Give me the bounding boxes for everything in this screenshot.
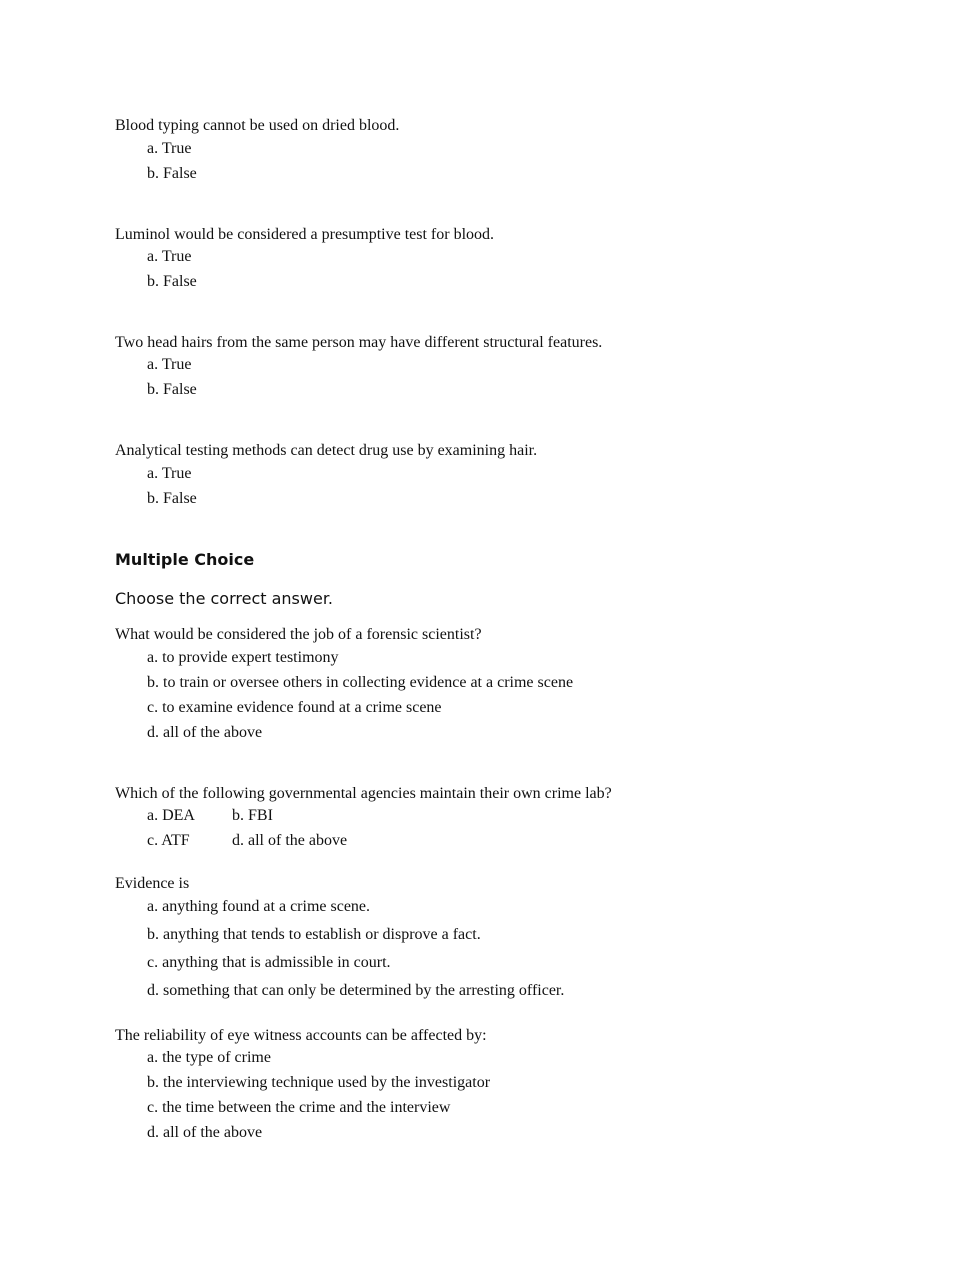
answer-option: d. all of the above — [147, 724, 263, 741]
answer-option: c. the time between the crime and the interview — [147, 1099, 451, 1116]
answer-option: a. True — [147, 356, 192, 373]
question-text: The reliability of eye witness accounts can be affected by: — [115, 1027, 487, 1044]
answer-option: b. False — [147, 490, 197, 507]
answer-option: d. all of the above — [147, 1124, 263, 1141]
answer-option: a. True — [147, 140, 192, 157]
answer-option: b. anything that tends to establish or disprove a fact. — [147, 926, 481, 943]
question-text: Which of the following governmental agencies maintain their own crime lab? — [115, 785, 612, 802]
answer-option: a. DEA — [147, 807, 195, 824]
question-text: Blood typing cannot be used on dried blood. — [115, 117, 400, 134]
section-heading: Multiple Choice — [115, 550, 255, 569]
answer-option: d. something that can only be determined by the arresting officer. — [147, 982, 565, 999]
answer-option: a. True — [147, 465, 192, 482]
answer-option: b. False — [147, 165, 197, 182]
answer-option: b. FBI — [232, 807, 273, 824]
answer-option: b. False — [147, 381, 197, 398]
answer-option: c. ATF — [147, 832, 190, 849]
question-text: What would be considered the job of a forensic scientist? — [115, 626, 482, 643]
question-text: Evidence is — [115, 875, 190, 892]
answer-option: a. the type of crime — [147, 1049, 271, 1066]
section-instruction: Choose the correct answer. — [115, 589, 334, 608]
answer-option: b. the interviewing technique used by the investigator — [147, 1074, 491, 1091]
answer-option: a. True — [147, 248, 192, 265]
answer-option: d. all of the above — [232, 832, 348, 849]
answer-option: b. to train or oversee others in collecting evidence at a crime scene — [147, 674, 574, 691]
answer-option: c. anything that is admissible in court. — [147, 954, 391, 971]
answer-option: c. to examine evidence found at a crime scene — [147, 699, 442, 716]
question-text: Analytical testing methods can detect drug use by examining hair. — [115, 442, 538, 459]
answer-option: a. anything found at a crime scene. — [147, 898, 371, 915]
question-text: Two head hairs from the same person may have different structural features. — [115, 334, 603, 351]
answer-option: b. False — [147, 273, 197, 290]
question-text: Luminol would be considered a presumptive test for blood. — [115, 226, 495, 243]
answer-option: a. to provide expert testimony — [147, 649, 339, 666]
